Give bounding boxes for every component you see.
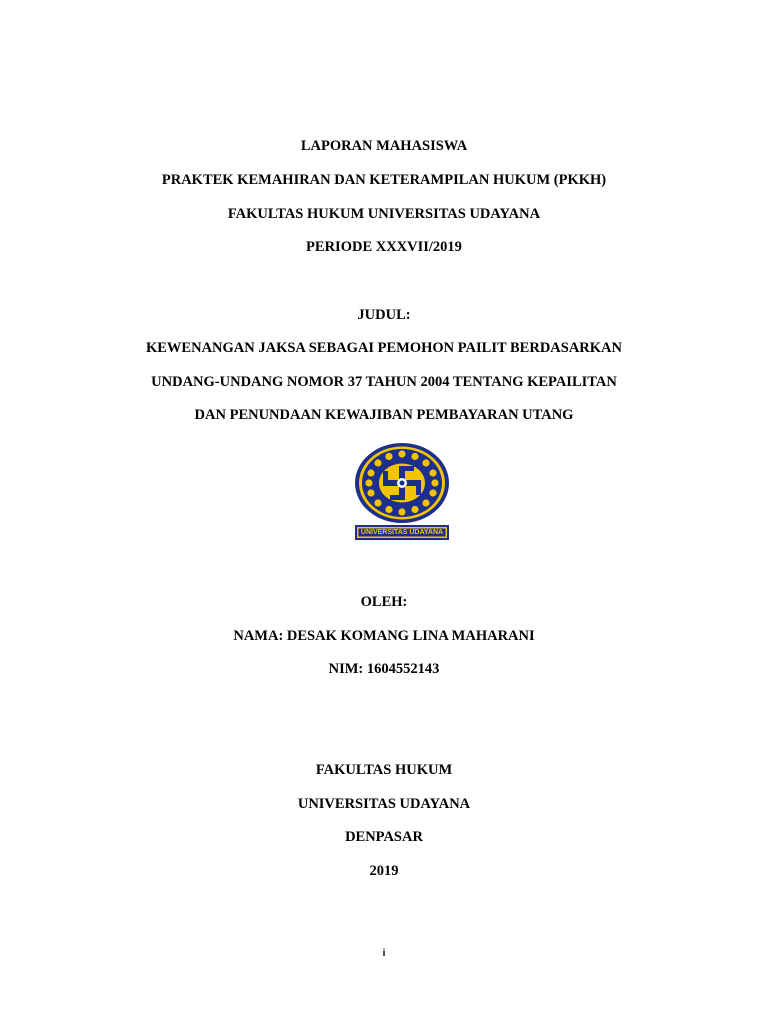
report-type: LAPORAN MAHASISWA: [300, 138, 468, 154]
title-label: JUDUL:: [357, 307, 411, 323]
footer-faculty: FAKULTAS HUKUM: [315, 762, 453, 778]
logo-banner-text: UNIVERSITAS UDAYANA: [360, 529, 444, 536]
author-nim: NIM: 1604552143: [328, 661, 440, 677]
title-line-3: DAN PENUNDAAN KEWAJIBAN PEMBAYARAN UTANG: [194, 407, 574, 423]
title-line-2: UNDANG-UNDANG NOMOR 37 TAHUN 2004 TENTANG KEPAILITAN: [151, 374, 617, 390]
period: PERIODE XXXVII/2019: [306, 239, 462, 255]
author-label: OLEH:: [360, 594, 408, 610]
author-name: NAMA: DESAK KOMANG LINA MAHARANI: [233, 628, 535, 644]
footer-year: 2019: [369, 863, 399, 879]
program-name: PRAKTEK KEMAHIRAN DAN KETERAMPILAN HUKUM (PKKH): [161, 172, 607, 188]
footer-university: UNIVERSITAS UDAYANA: [297, 796, 471, 812]
title-line-1: KEWENANGAN JAKSA SEBAGAI PEMOHON PAILIT BERDASARKAN: [145, 340, 622, 356]
page-number: i: [382, 948, 386, 959]
university-seal-icon: [353, 441, 451, 541]
faculty-university: FAKULTAS HUKUM UNIVERSITAS UDAYANA: [227, 206, 541, 222]
footer-city: DENPASAR: [345, 829, 423, 845]
university-logo: [353, 441, 451, 541]
